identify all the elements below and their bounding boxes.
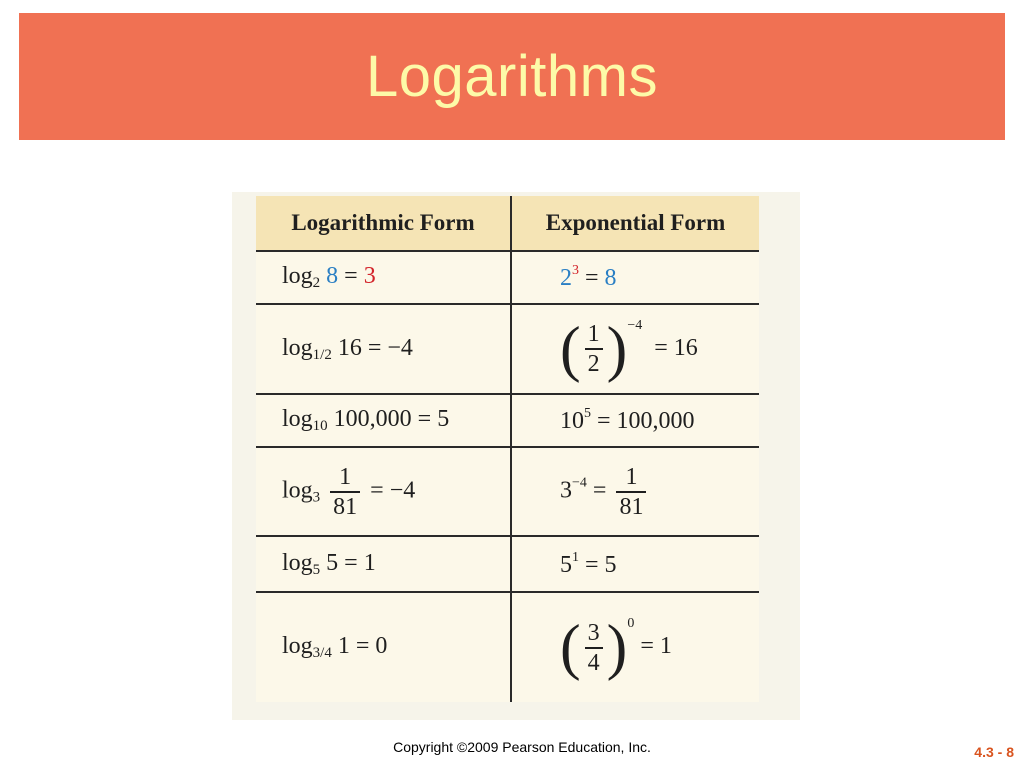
page-number: 4.3 - 8: [974, 744, 1014, 760]
log-form-cell: $\log_2 8 = 3$: [256, 251, 511, 304]
slide-title: Logarithms: [366, 44, 658, 109]
log-value: 0: [375, 633, 388, 659]
log-base: 3: [312, 489, 321, 506]
log-form-cell: $\log_{10} 100,000 = 5$: [256, 394, 511, 447]
exp-result: 100,000: [616, 408, 695, 434]
fraction-denominator: 81: [616, 491, 646, 521]
exp-form-cell: $2^3 = 8$: [511, 251, 759, 304]
table-row: [256, 447, 759, 536]
left-paren: (: [560, 613, 581, 682]
log-base: 5: [312, 561, 321, 578]
copyright-footer: Copyright ©2009 Pearson Education, Inc.: [393, 739, 651, 755]
table-row: [256, 536, 759, 592]
exp-form-cell: $3^{-4}$ = $\frac{1}{81}$: [511, 447, 759, 536]
exp-power: −4: [572, 475, 587, 491]
log-form-cell: $\log_{1/2} 16 = -4$: [256, 304, 511, 394]
fraction-denominator: 2: [585, 348, 603, 378]
log-base: 10: [312, 418, 328, 434]
exp-form-cell: ( $\frac{1}{2}$ )$^{-4}$ = 16: [511, 304, 759, 394]
exp-power: −4: [627, 317, 643, 333]
log-value: −4: [389, 477, 416, 504]
fraction: [616, 463, 646, 521]
log-form-cell: $\log_5 5 = 1$: [256, 536, 511, 592]
exp-form-cell: ( $\frac{3}{4}$ )$^0$ = 1: [511, 592, 759, 702]
log-base: 1/2: [312, 346, 332, 363]
exp-result: 5: [604, 551, 617, 578]
log-value: 5: [437, 406, 450, 432]
exp-form-cell: $10^5 = 100,000$: [511, 394, 759, 447]
exp-base: 2: [560, 265, 572, 291]
fraction-numerator: 1: [339, 463, 352, 490]
fraction: [585, 320, 603, 378]
log-argument: 8: [326, 263, 339, 289]
exp-base: 10: [560, 408, 584, 434]
fraction-numerator: 3: [587, 619, 600, 646]
log-argument: 1: [337, 633, 350, 659]
exp-power: 3: [572, 263, 579, 278]
table-row: [256, 304, 759, 394]
fraction: [330, 463, 360, 521]
right-paren: ): [606, 315, 628, 384]
log-argument: 16: [337, 334, 362, 361]
log-value: −4: [387, 334, 413, 361]
fraction-numerator: 1: [587, 321, 600, 348]
exp-result: 8: [604, 265, 617, 291]
log-base: 3/4: [312, 645, 332, 661]
header-logarithmic-form: Logarithmic Form: [256, 196, 511, 251]
log-form-cell: $\log_{3/4} 1 = 0$: [256, 592, 511, 702]
logarithm-table: [256, 196, 759, 702]
table-row: [256, 592, 759, 702]
title-banner: [19, 13, 1005, 140]
log-base: 2: [312, 275, 321, 291]
exp-base: 5: [560, 551, 572, 578]
exp-power: 5: [584, 406, 591, 421]
log-argument: 5: [326, 549, 339, 576]
fraction-denominator: 4: [585, 647, 603, 677]
fraction-numerator: 1: [625, 463, 638, 490]
header-exponential-form: Exponential Form: [511, 196, 759, 251]
exp-result: 1: [659, 633, 672, 660]
table-row: [256, 251, 759, 304]
table-header-row: [256, 196, 759, 251]
left-paren: (: [560, 315, 581, 384]
log-form-cell: $\log_3$ $\frac{1}{81}$ = −4: [256, 447, 511, 536]
exp-power: 0: [627, 616, 635, 632]
right-paren: ): [606, 613, 628, 682]
fraction-denominator: 81: [330, 491, 360, 521]
log-argument: 100,000: [333, 406, 412, 432]
log-value: 3: [363, 263, 376, 289]
exp-base: 3: [560, 477, 572, 504]
exp-result: 16: [673, 334, 698, 361]
exp-power: 1: [572, 549, 579, 565]
exp-form-cell: $5^1 = 5$: [511, 536, 759, 592]
log-value: 1: [363, 549, 376, 576]
fraction: [585, 619, 603, 677]
table-row: [256, 394, 759, 447]
